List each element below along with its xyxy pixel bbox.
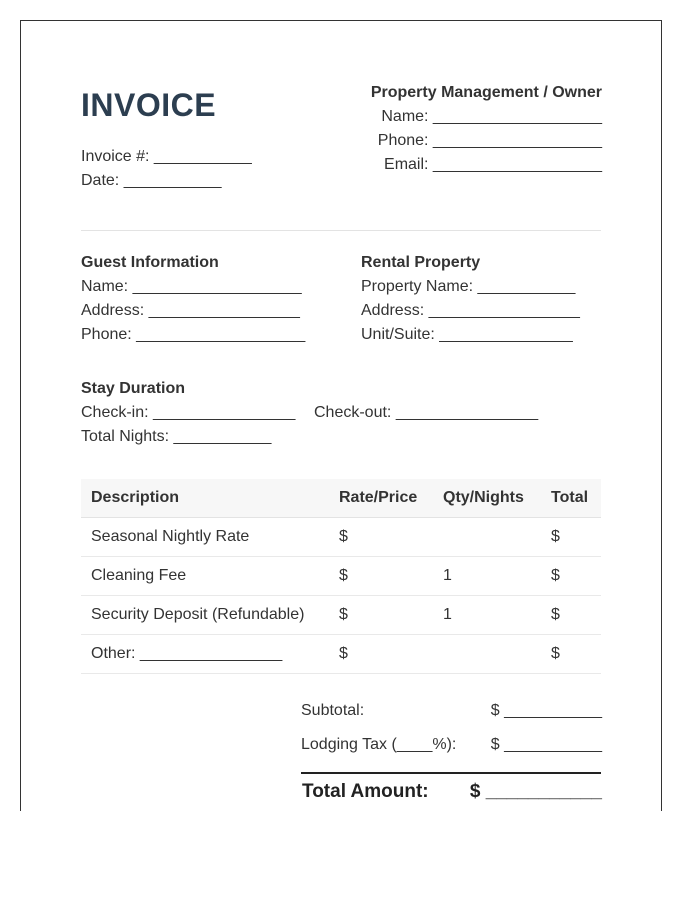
owner-name-field: Name: ___________________ [381, 108, 602, 125]
row-rate: $ [329, 596, 433, 635]
check-in-field: Check-in: ________________ [81, 404, 296, 421]
table-row [81, 557, 601, 596]
total-nights-field: Total Nights: ___________ [81, 428, 272, 445]
line-items-table [81, 479, 601, 674]
stay-heading: Stay Duration [81, 380, 186, 397]
col-total-header: Total [541, 479, 601, 518]
row-qty: 1 [433, 596, 541, 635]
table-row [81, 596, 601, 635]
property-address-field: Address: _________________ [361, 302, 580, 319]
section-divider [81, 230, 601, 231]
col-rate-header: Rate/Price [329, 479, 433, 518]
property-name-field: Property Name: ___________ [361, 278, 576, 295]
row-qty [433, 635, 541, 674]
subtotal-value: $ ___________ [490, 702, 602, 719]
rental-section [361, 251, 580, 347]
invoice-sheet [20, 20, 662, 811]
col-description-header: Description [81, 479, 329, 518]
owner-email-field: Email: ___________________ [384, 156, 602, 173]
guest-phone-field: Phone: ___________________ [81, 326, 306, 343]
row-total: $ [541, 518, 601, 557]
unit-suite-field: Unit/Suite: _______________ [361, 326, 573, 343]
row-rate: $ [329, 518, 433, 557]
tax-value: $ ___________ [490, 736, 602, 753]
owner-section [371, 81, 602, 177]
row-total: $ [541, 635, 601, 674]
check-out-field: Check-out: ________________ [314, 404, 539, 421]
guest-name-field: Name: ___________________ [81, 278, 302, 295]
row-rate: $ [329, 635, 433, 674]
guest-address-field: Address: _________________ [81, 302, 300, 319]
row-qty [433, 518, 541, 557]
row-total: $ [541, 557, 601, 596]
row-rate: $ [329, 557, 433, 596]
invoice-date-field: Date: ___________ [81, 172, 222, 189]
row-qty: 1 [433, 557, 541, 596]
total-amount-value: $ ___________ [469, 781, 602, 802]
total-divider [301, 772, 601, 774]
table-row [81, 518, 601, 557]
total-amount-label: Total Amount: [302, 781, 429, 802]
row-description: Other: ________________ [81, 635, 329, 674]
col-qty-header: Qty/Nights [433, 479, 541, 518]
row-description: Cleaning Fee [81, 557, 329, 596]
table-header-row [81, 479, 601, 518]
owner-heading: Property Management / Owner [370, 84, 602, 101]
owner-phone-field: Phone: ___________________ [377, 132, 602, 149]
rental-heading: Rental Property [361, 254, 481, 271]
subtotal-label: Subtotal: [301, 702, 365, 719]
table-row [81, 635, 601, 674]
tax-label: Lodging Tax (____%): [301, 736, 457, 753]
guest-heading: Guest Information [81, 254, 219, 271]
guest-section [81, 251, 305, 347]
row-description: Seasonal Nightly Rate [81, 518, 329, 557]
invoice-number-field: Invoice #: ___________ [81, 148, 252, 165]
row-total: $ [541, 596, 601, 635]
invoice-title: INVOICE [81, 87, 217, 123]
row-description: Security Deposit (Refundable) [81, 596, 329, 635]
